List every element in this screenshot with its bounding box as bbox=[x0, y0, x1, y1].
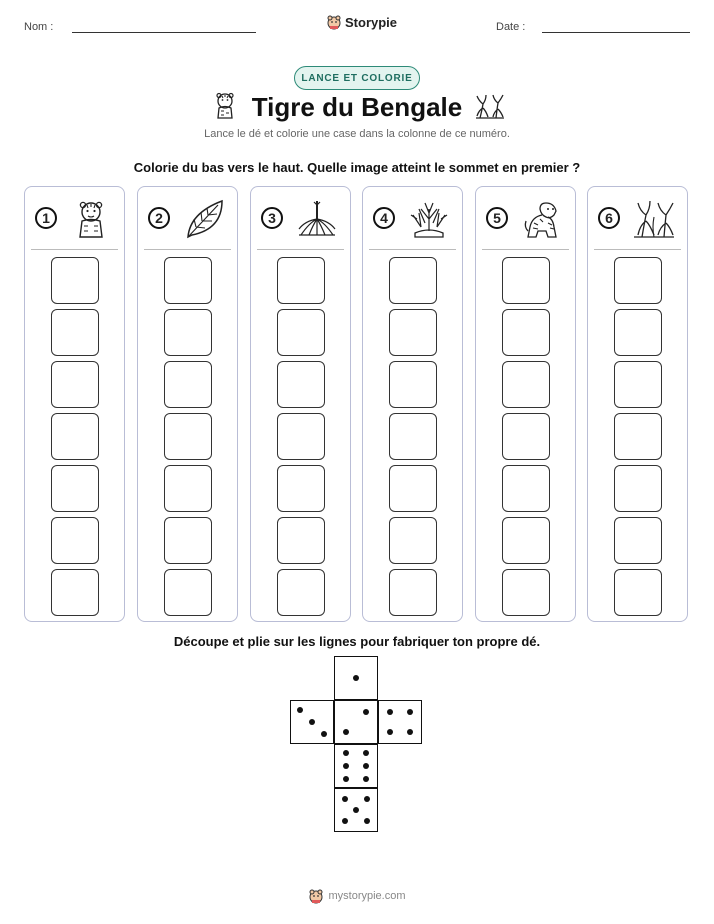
tiger-cub-icon bbox=[69, 197, 113, 241]
color-box[interactable] bbox=[51, 309, 99, 356]
color-box[interactable] bbox=[51, 257, 99, 304]
mangrove-root-icon bbox=[295, 197, 339, 241]
die-pip bbox=[343, 750, 349, 756]
color-box[interactable] bbox=[614, 257, 662, 304]
color-box[interactable] bbox=[614, 309, 662, 356]
mangrove-trees-icon bbox=[474, 92, 506, 120]
color-box[interactable] bbox=[51, 517, 99, 564]
die-pip bbox=[364, 796, 370, 802]
die-pip bbox=[343, 729, 349, 735]
column-1 bbox=[24, 186, 125, 622]
color-box[interactable] bbox=[502, 257, 550, 304]
die-pip bbox=[353, 807, 359, 813]
die-face-1 bbox=[334, 656, 378, 700]
color-box[interactable] bbox=[502, 309, 550, 356]
storypie-mascot-icon bbox=[308, 888, 324, 904]
column-divider bbox=[482, 249, 569, 250]
color-box[interactable] bbox=[614, 517, 662, 564]
die-face-5 bbox=[334, 788, 378, 832]
color-box[interactable] bbox=[51, 413, 99, 460]
column-divider bbox=[369, 249, 456, 250]
die-pip bbox=[387, 709, 393, 715]
name-label: Nom : bbox=[24, 21, 54, 33]
tiger-icon bbox=[520, 197, 564, 241]
color-box[interactable] bbox=[389, 413, 437, 460]
color-box[interactable] bbox=[277, 257, 325, 304]
die-pip bbox=[343, 776, 349, 782]
column-number: 2 bbox=[148, 207, 170, 229]
column-number: 5 bbox=[486, 207, 508, 229]
color-box[interactable] bbox=[389, 257, 437, 304]
column-2 bbox=[137, 186, 238, 622]
name-line[interactable] bbox=[72, 32, 256, 33]
color-box[interactable] bbox=[164, 361, 212, 408]
column-divider bbox=[144, 249, 231, 250]
color-box[interactable] bbox=[614, 413, 662, 460]
color-box[interactable] bbox=[614, 569, 662, 616]
brand-name: Storypie bbox=[345, 14, 398, 30]
color-box[interactable] bbox=[277, 569, 325, 616]
color-box[interactable] bbox=[389, 361, 437, 408]
die-pip bbox=[342, 818, 348, 824]
color-box[interactable] bbox=[277, 361, 325, 408]
column-3 bbox=[250, 186, 351, 622]
color-box[interactable] bbox=[164, 517, 212, 564]
color-box[interactable] bbox=[277, 413, 325, 460]
die-pip bbox=[407, 729, 413, 735]
brand-logo bbox=[326, 14, 397, 30]
die-pip bbox=[363, 763, 369, 769]
color-box[interactable] bbox=[502, 413, 550, 460]
column-number: 6 bbox=[598, 207, 620, 229]
color-box[interactable] bbox=[277, 309, 325, 356]
die-face-3 bbox=[290, 700, 334, 744]
subtitle: Lance le dé et colorie une case dans la colonne de ce numéro. bbox=[204, 128, 510, 140]
column-divider bbox=[31, 249, 118, 250]
color-box[interactable] bbox=[502, 569, 550, 616]
footer bbox=[0, 888, 714, 904]
color-box[interactable] bbox=[502, 465, 550, 512]
die-pip bbox=[342, 796, 348, 802]
color-box[interactable] bbox=[164, 257, 212, 304]
die-pip bbox=[363, 750, 369, 756]
color-box[interactable] bbox=[502, 361, 550, 408]
color-box[interactable] bbox=[51, 361, 99, 408]
color-box[interactable] bbox=[614, 465, 662, 512]
column-divider bbox=[594, 249, 681, 250]
storypie-mascot-icon bbox=[326, 14, 342, 30]
die-pip bbox=[363, 776, 369, 782]
footer-url[interactable]: mystorypie.com bbox=[328, 890, 406, 902]
column-5 bbox=[475, 186, 576, 622]
color-box[interactable] bbox=[164, 465, 212, 512]
mangrove-trees-icon bbox=[632, 197, 676, 241]
die-pip bbox=[353, 675, 359, 681]
instruction: Colorie du bas vers le haut. Quelle image atteint le sommet en premier ? bbox=[133, 160, 581, 175]
color-box[interactable] bbox=[51, 465, 99, 512]
column-number: 4 bbox=[373, 207, 395, 229]
column-4 bbox=[362, 186, 463, 622]
die-face-4 bbox=[378, 700, 422, 744]
die-face-2 bbox=[334, 700, 378, 744]
color-box[interactable] bbox=[502, 517, 550, 564]
die-pip bbox=[309, 719, 315, 725]
color-box[interactable] bbox=[164, 309, 212, 356]
leaf-icon bbox=[182, 197, 226, 241]
color-box[interactable] bbox=[389, 465, 437, 512]
date-line[interactable] bbox=[542, 32, 690, 33]
die-instruction: Découpe et plie sur les lignes pour fabriquer ton propre dé. bbox=[173, 634, 541, 649]
column-6 bbox=[587, 186, 688, 622]
color-box[interactable] bbox=[614, 361, 662, 408]
color-box[interactable] bbox=[51, 569, 99, 616]
die-pip bbox=[387, 729, 393, 735]
coral-bush-icon bbox=[407, 197, 451, 241]
date-label: Date : bbox=[496, 21, 526, 33]
die-pip bbox=[343, 763, 349, 769]
die-pip bbox=[321, 731, 327, 737]
column-number: 3 bbox=[261, 207, 283, 229]
die-pip bbox=[407, 709, 413, 715]
die-pip bbox=[297, 707, 303, 713]
column-divider bbox=[257, 249, 344, 250]
color-box[interactable] bbox=[389, 517, 437, 564]
color-box[interactable] bbox=[389, 309, 437, 356]
column-number: 1 bbox=[35, 207, 57, 229]
color-box[interactable] bbox=[389, 569, 437, 616]
activity-badge: LANCE ET COLORIE bbox=[294, 66, 420, 90]
page-title: Tigre du Bengale bbox=[251, 92, 463, 122]
die-face-6 bbox=[334, 744, 378, 788]
color-box[interactable] bbox=[277, 517, 325, 564]
color-box[interactable] bbox=[277, 465, 325, 512]
color-box[interactable] bbox=[164, 569, 212, 616]
die-pip bbox=[363, 709, 369, 715]
color-box[interactable] bbox=[164, 413, 212, 460]
die-pip bbox=[364, 818, 370, 824]
